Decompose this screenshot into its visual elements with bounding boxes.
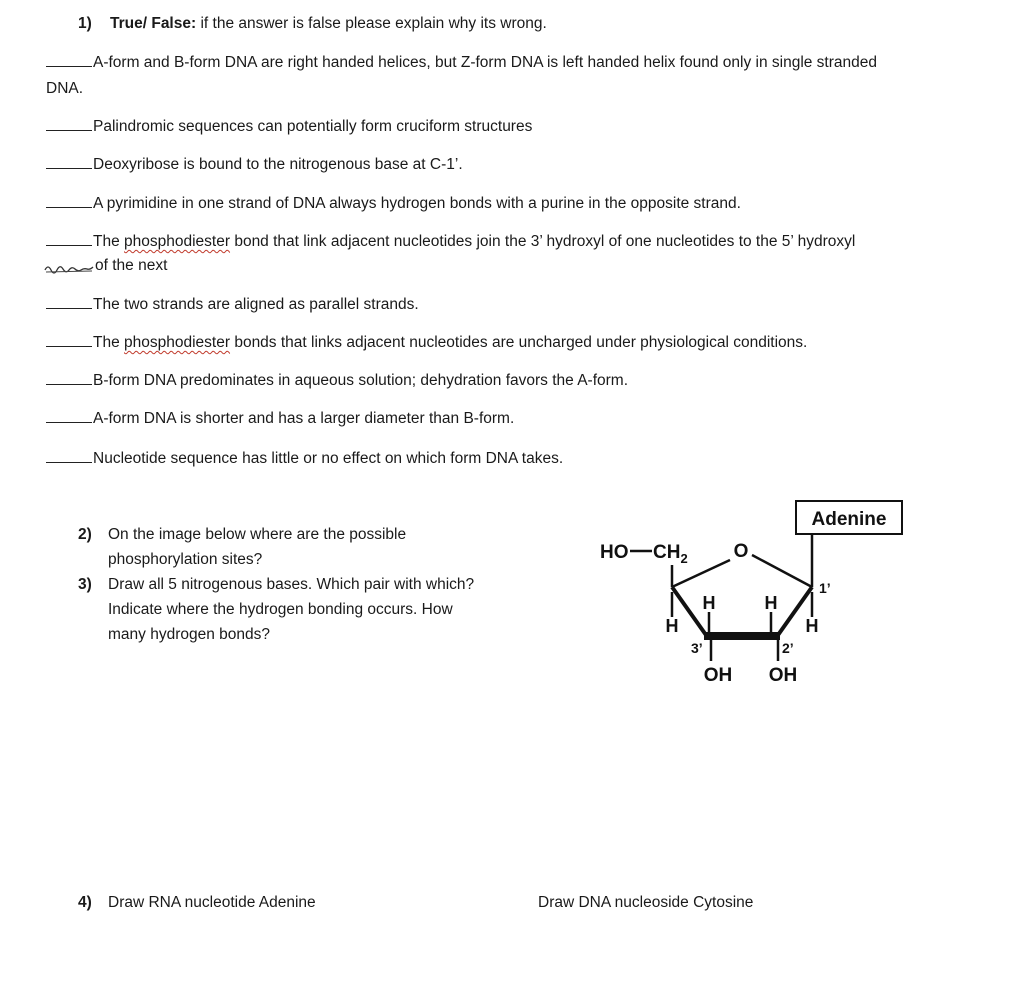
tf-item-10-text: Nucleotide sequence has little or no effect on which form DNA takes. xyxy=(93,450,564,467)
tf-item-5-post: bond that link adjacent nucleotides join the 3’ hydroxyl of one nucleotides to the 5’ hydroxyl xyxy=(230,233,856,250)
tf-item-5-pre: The xyxy=(93,233,125,250)
spellcheck-word: phosphodiester xyxy=(124,233,231,250)
tf-item-8 xyxy=(46,372,628,390)
question-2-line-1: On the image below where are the possible xyxy=(108,526,407,543)
tf-item-2-text: Palindromic sequences can potentially form cruciform structures xyxy=(93,118,533,135)
answer-blank[interactable] xyxy=(46,55,92,67)
tf-item-3-text: Deoxyribose is bound to the nitrogenous base at C-1’. xyxy=(93,156,463,173)
question-1-number: 1) xyxy=(78,15,92,32)
question-5-text: Draw DNA nucleoside Cytosine xyxy=(538,894,754,911)
spellcheck-word: phosphodiester xyxy=(124,334,231,351)
tf-item-9 xyxy=(46,410,514,428)
question-2-text xyxy=(108,522,406,572)
tf-item-5-continuation: of the next xyxy=(95,257,168,274)
tf-item-7 xyxy=(46,334,807,352)
tf-item-8-text: B-form DNA predominates in aqueous solution; dehydration favors the A-form. xyxy=(93,372,629,389)
true-false-instructions: if the answer is false please explain why its wrong. xyxy=(196,15,547,32)
answer-blank[interactable] xyxy=(46,196,92,208)
question-3-text xyxy=(108,572,474,647)
tf-item-1-continuation: DNA. xyxy=(46,80,84,97)
question-2-line-2: phosphorylation sites? xyxy=(108,551,263,568)
question-3-number: 3) xyxy=(78,576,92,593)
tf-item-1-text: A-form and B-form DNA are right handed helices, but Z-form DNA is left handed helix found only in single stranded xyxy=(93,54,878,71)
h-top-left-label: H xyxy=(702,593,716,613)
tf-item-9-text: A-form DNA is shorter and has a larger diameter than B-form. xyxy=(93,410,515,427)
tf-item-7-pre: The xyxy=(93,334,125,351)
true-false-heading: True/ False: xyxy=(110,15,197,32)
answer-blank[interactable] xyxy=(46,373,92,385)
answer-blank[interactable] xyxy=(46,234,92,246)
oh-2-label: OH xyxy=(768,665,798,686)
tf-item-5 xyxy=(46,233,855,251)
adenine-label: Adenine xyxy=(811,509,887,530)
answer-blank[interactable] xyxy=(46,297,92,309)
answer-blank[interactable] xyxy=(46,451,92,463)
question-1-title xyxy=(110,15,547,33)
ribose-sugar-diagram xyxy=(590,495,920,695)
answer-blank[interactable] xyxy=(46,157,92,169)
answer-blank[interactable] xyxy=(46,411,92,423)
tf-item-7-post: bonds that links adjacent nucleotides are uncharged under physiological conditions. xyxy=(230,334,808,351)
oh-3-label: OH xyxy=(703,665,733,686)
tf-item-4 xyxy=(46,195,741,213)
ch2-label: $CH_2$ xyxy=(653,542,688,566)
tf-item-1 xyxy=(46,54,877,72)
carbon-3-label: 3’ xyxy=(691,640,703,656)
h-right-label: H xyxy=(805,616,819,636)
answer-blank[interactable] xyxy=(46,335,92,347)
tf-item-3 xyxy=(46,156,463,174)
ho-label: HO xyxy=(600,542,629,563)
question-3-line-2: Indicate where the hydrogen bonding occurs. How xyxy=(108,601,453,618)
question-4-number: 4) xyxy=(78,894,92,911)
tf-item-6 xyxy=(46,296,419,314)
ring-oxygen-label: O xyxy=(733,541,749,562)
question-3-line-1: Draw all 5 nitrogenous bases. Which pair with which? xyxy=(108,576,475,593)
tf-item-4-text: A pyrimidine in one strand of DNA always hydrogen bonds with a purine in the opposite strand. xyxy=(93,195,741,212)
question-2-number: 2) xyxy=(78,526,92,543)
carbon-1-label: 1’ xyxy=(819,580,831,596)
scribble-mark xyxy=(44,262,96,276)
tf-item-6-text: The two strands are aligned as parallel strands. xyxy=(93,296,419,313)
answer-blank[interactable] xyxy=(46,119,92,131)
question-4-text: Draw RNA nucleotide Adenine xyxy=(108,894,316,911)
h-left-label: H xyxy=(665,616,679,636)
tf-item-10 xyxy=(46,450,563,468)
question-3-line-3: many hydrogen bonds? xyxy=(108,626,271,643)
h-top-right-label: H xyxy=(764,593,778,613)
carbon-2-label: 2’ xyxy=(782,640,794,656)
tf-item-2 xyxy=(46,118,532,136)
